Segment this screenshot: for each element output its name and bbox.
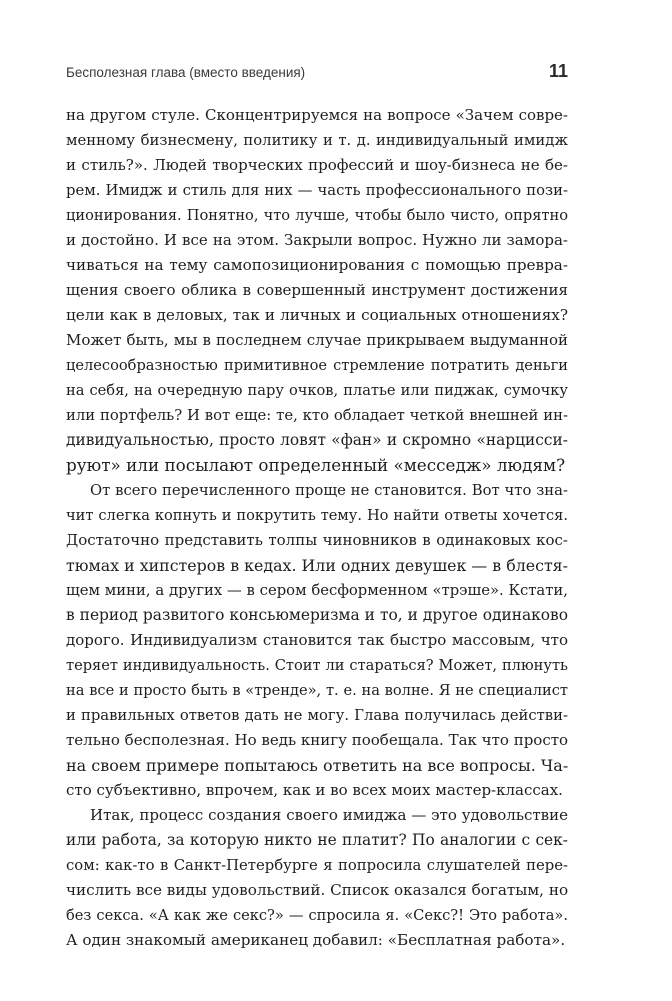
text-line: без секса. «А как же секс?» — спросила я. «Секс?! Это работа». xyxy=(66,907,568,924)
text-line: и правильных ответов дать не могу. Глава получилась действи- xyxy=(66,707,568,724)
paragraph xyxy=(66,803,568,953)
text-line: Достаточно представить толпы чиновников в одинаковых кос- xyxy=(66,531,568,549)
text-line: сто субъективно, впрочем, как и во всех моих мастер-классах. xyxy=(66,781,563,799)
text-line: руют» или посылают определенный «месседж» людям? xyxy=(66,455,566,475)
text-line: щем мини, а других — в сером бесформенном «трэше». Кстати, xyxy=(66,582,568,599)
text-line: и стиль?». Людей творческих профессий и шоу-бизнеса не бе- xyxy=(66,156,568,174)
text-line: чит слегка копнуть и покрутить тему. Но найти ответы хочется. xyxy=(66,507,568,524)
text-line: или работа, за которую никто не платит? По аналогии с сек- xyxy=(66,831,568,849)
text-line: на себя, на очередную пару очков, платье или пиджак, сумочку xyxy=(66,382,568,399)
text-line: рем. Имидж и стиль для них — часть профессионального пози- xyxy=(66,182,568,199)
text-line: тюмах и хипстеров в кедах. Или одних девушек — в блестя- xyxy=(66,556,568,575)
text-line: менному бизнесмену, политику и т. д. индивидуальный имидж xyxy=(66,132,568,149)
text-line: ционирования. Понятно, что лучше, чтобы было чисто, опрятно xyxy=(66,207,568,224)
text-line: Может быть, мы в последнем случае прикрываем выдуманной xyxy=(66,331,568,349)
text-line: целесообразностью примитивное стремление потратить деньги xyxy=(66,357,568,374)
text-line: чиваться на тему самопозиционирования с помощью превра- xyxy=(66,256,568,274)
text-line: числить все виды удовольствий. Список оказался богатым, но xyxy=(66,881,569,899)
text-line: дорого. Индивидуализм становится так быстро массовым, что xyxy=(66,631,568,649)
text-line: От всего перечисленного проще не становится. Вот что зна- xyxy=(90,482,568,499)
running-header xyxy=(66,61,568,83)
text-line: на своем примере попытаюсь ответить на все вопросы. Ча- xyxy=(66,756,569,775)
text-line: теряет индивидуальность. Стоит ли стараться? Может, плюнуть xyxy=(66,657,568,674)
text-line: и достойно. И все на этом. Закрыли вопрос. Нужно ли замора- xyxy=(66,231,568,249)
text-line: А один знакомый американец добавил: «Бесплатная работа». xyxy=(66,931,566,949)
text-line: Итак, процесс создания своего имиджа — это удовольствие xyxy=(90,806,568,824)
paragraph xyxy=(66,478,568,803)
text-line: сом: как-то в Санкт-Петербурге я попросила слушателей пере- xyxy=(66,857,568,874)
text-line: щения своего облика в совершенный инструмент достижения xyxy=(66,281,568,299)
text-line: на другом стуле. Сконцентрируемся на вопросе «Зачем совре- xyxy=(66,106,568,124)
body-text xyxy=(66,103,568,953)
page-number: 11 xyxy=(548,61,568,81)
text-line: тельно бесполезная. Но ведь книгу пообещала. Так что просто xyxy=(66,731,569,749)
text-line: на все и просто быть в «тренде», т. е. на волне. Я не специалист xyxy=(66,682,568,699)
text-line: или портфель? И вот еще: те, кто обладает четкой внешней ин- xyxy=(66,407,568,424)
paragraph xyxy=(66,103,568,478)
text-line: цели как в деловых, так и личных и социальных отношениях? xyxy=(66,306,568,324)
text-line: дивидуальностью, просто ловят «фан» и скромно «нарцисси- xyxy=(66,431,568,449)
text-line: в период развитого консьюмеризма и то, и другое одинаково xyxy=(66,606,568,624)
running-title: Бесполезная глава (вместо введения) xyxy=(66,65,306,80)
